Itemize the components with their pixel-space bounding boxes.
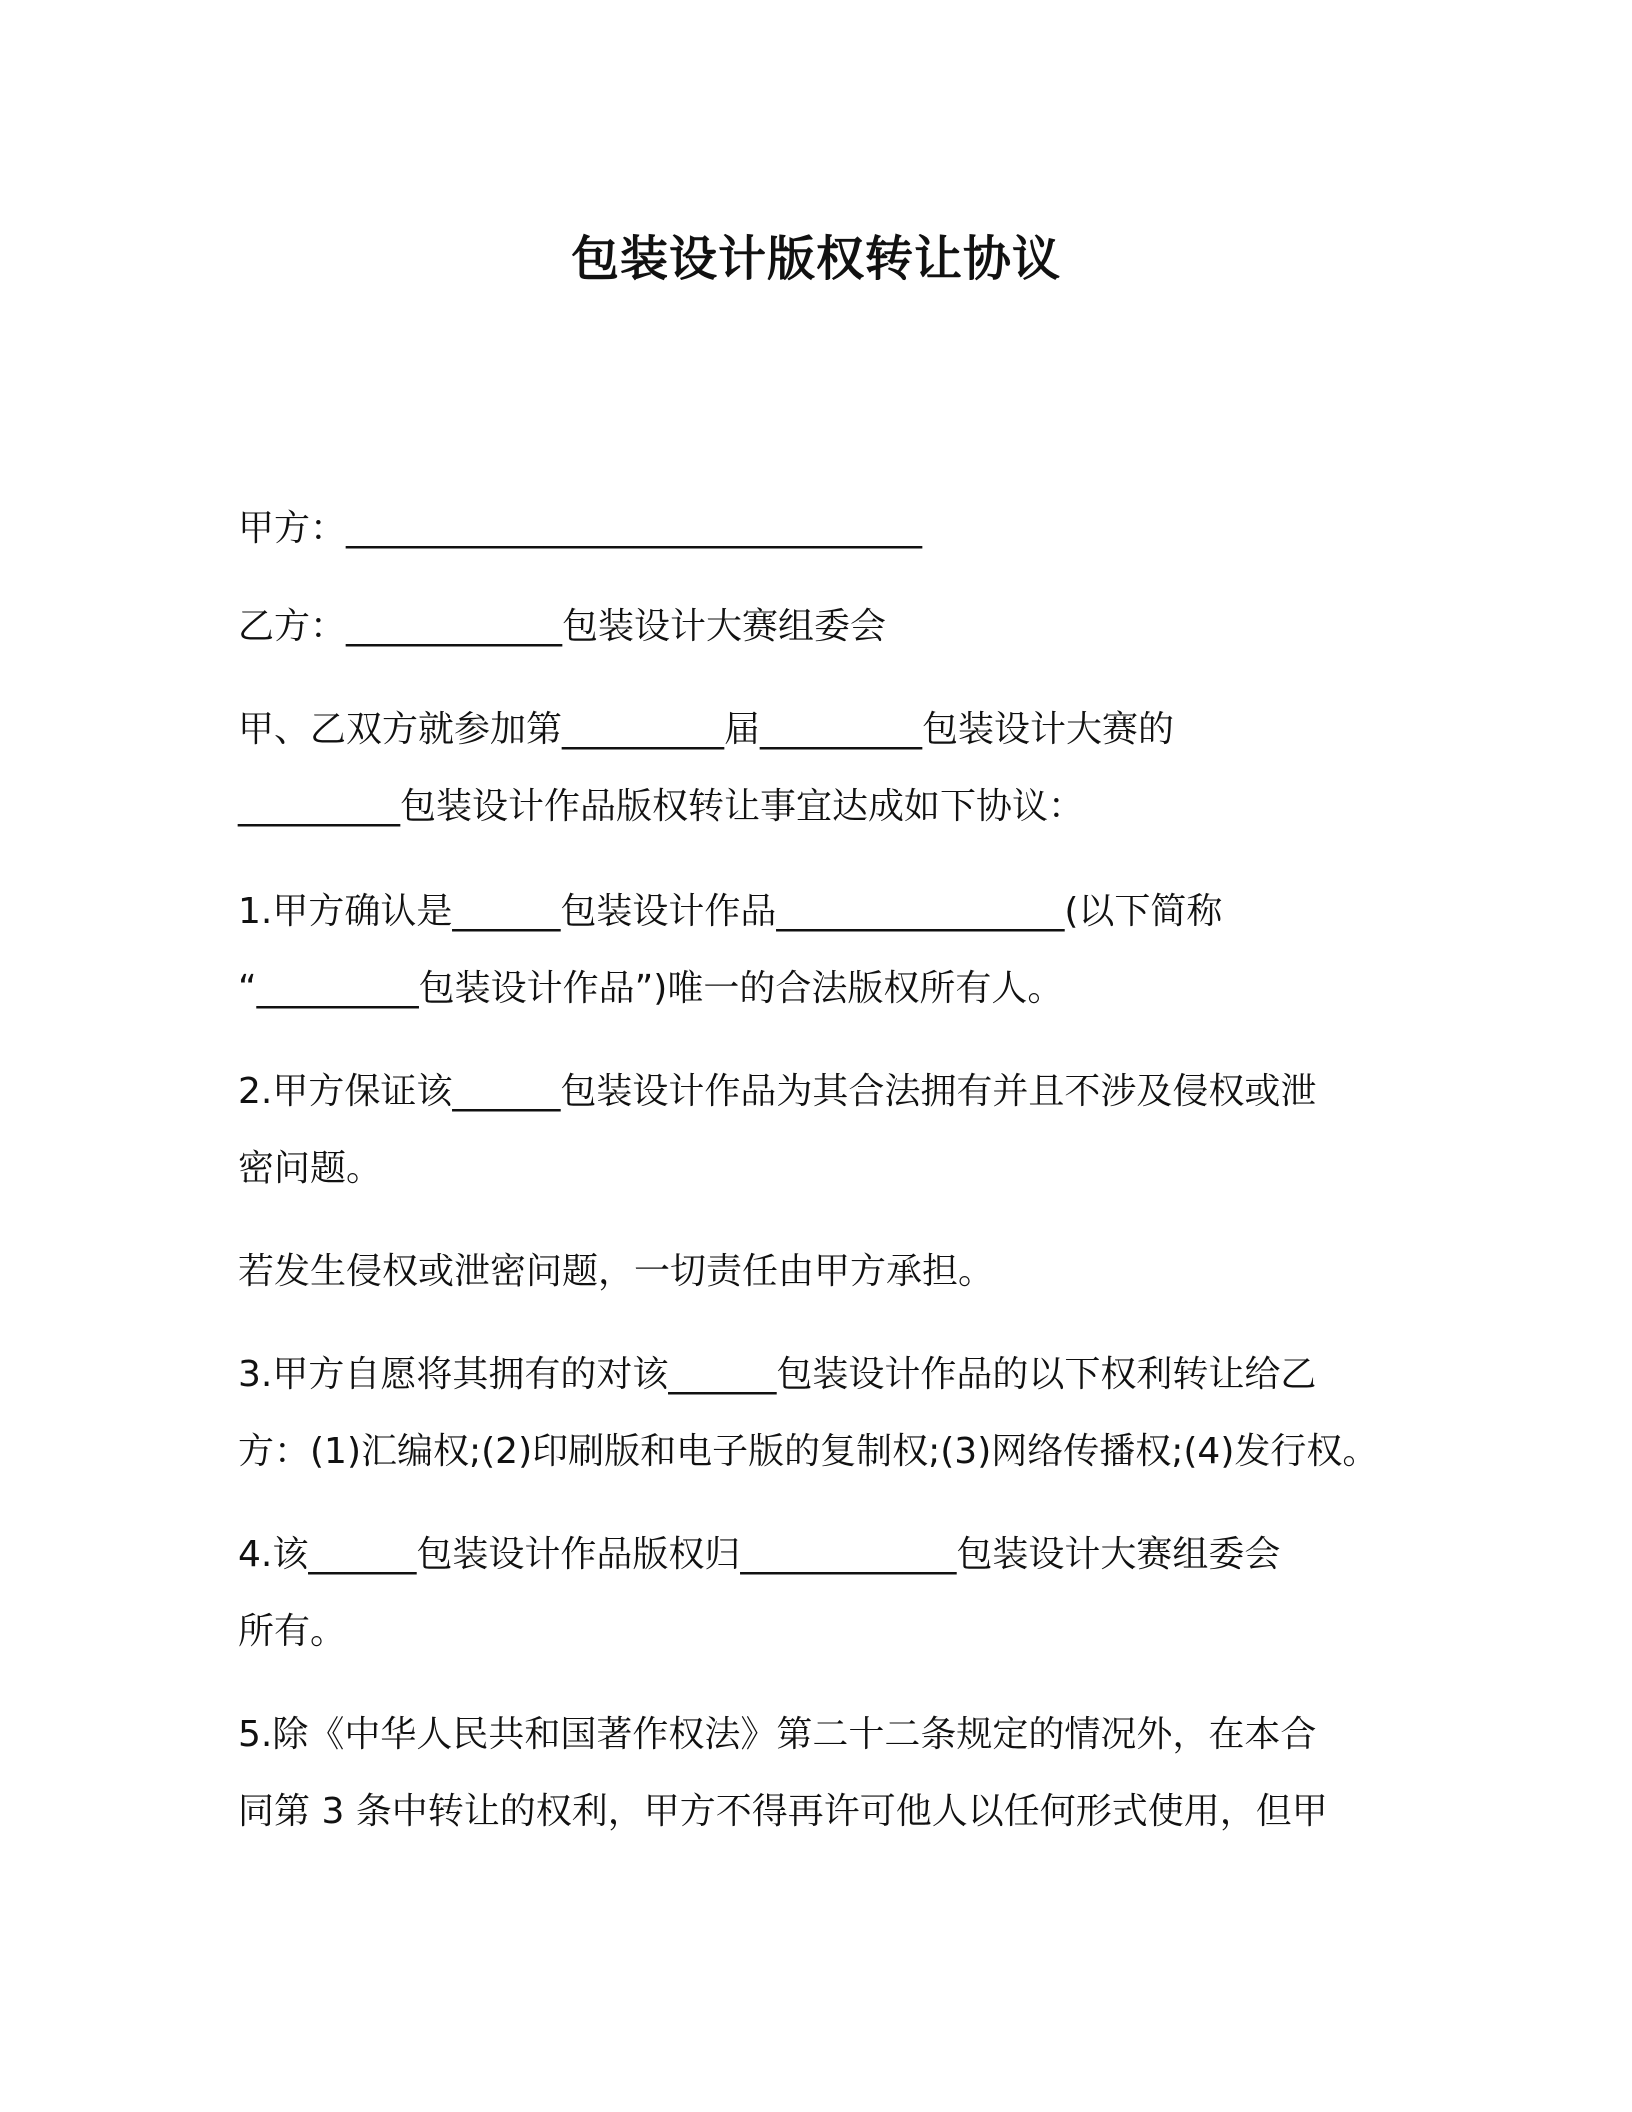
clause-5-line-1: 5.除《中华人民共和国著作权法》第二十二条规定的情况外，在本合 — [238, 1714, 1317, 1755]
clause-2-line-2: 密问题。 — [238, 1148, 383, 1189]
clause-1-line-1: 1.甲方确认是______包装设计作品________________(以下简称 — [238, 891, 1223, 932]
intro-line-1: 甲、乙双方就参加第_________届_________包装设计大赛的 — [238, 709, 1175, 750]
document-title: 包装设计版权转让协议 — [570, 231, 1061, 287]
clause-1-line-2: “_________包装设计作品”)唯一的合法版权所有人。 — [238, 968, 1064, 1009]
clause-2-line-1: 2.甲方保证该______包装设计作品为其合法拥有并且不涉及侵权或泄 — [238, 1071, 1317, 1112]
party-a-line: 甲方：________________________________ — [238, 508, 923, 549]
clause-3-line-1: 3.甲方自愿将其拥有的对该______包装设计作品的以下权利转让给乙 — [238, 1354, 1317, 1395]
party-b-line: 乙方：____________包装设计大赛组委会 — [238, 606, 887, 647]
clause-4-line-2: 所有。 — [238, 1611, 347, 1652]
clause-5-line-2: 同第 3 条中转让的权利，甲方不得再许可他人以任何形式使用，但甲 — [238, 1791, 1328, 1832]
clause-4-line-1: 4.该______包装设计作品版权归____________包装设计大赛组委会 — [238, 1534, 1281, 1575]
liability-line: 若发生侵权或泄密问题，一切责任由甲方承担。 — [238, 1251, 995, 1292]
intro-line-2: _________包装设计作品版权转让事宜达成如下协议： — [238, 786, 1085, 827]
clause-3-line-2: 方：(1)汇编权;(2)印刷版和电子版的复制权;(3)网络传播权;(4)发行权。 — [238, 1431, 1379, 1472]
